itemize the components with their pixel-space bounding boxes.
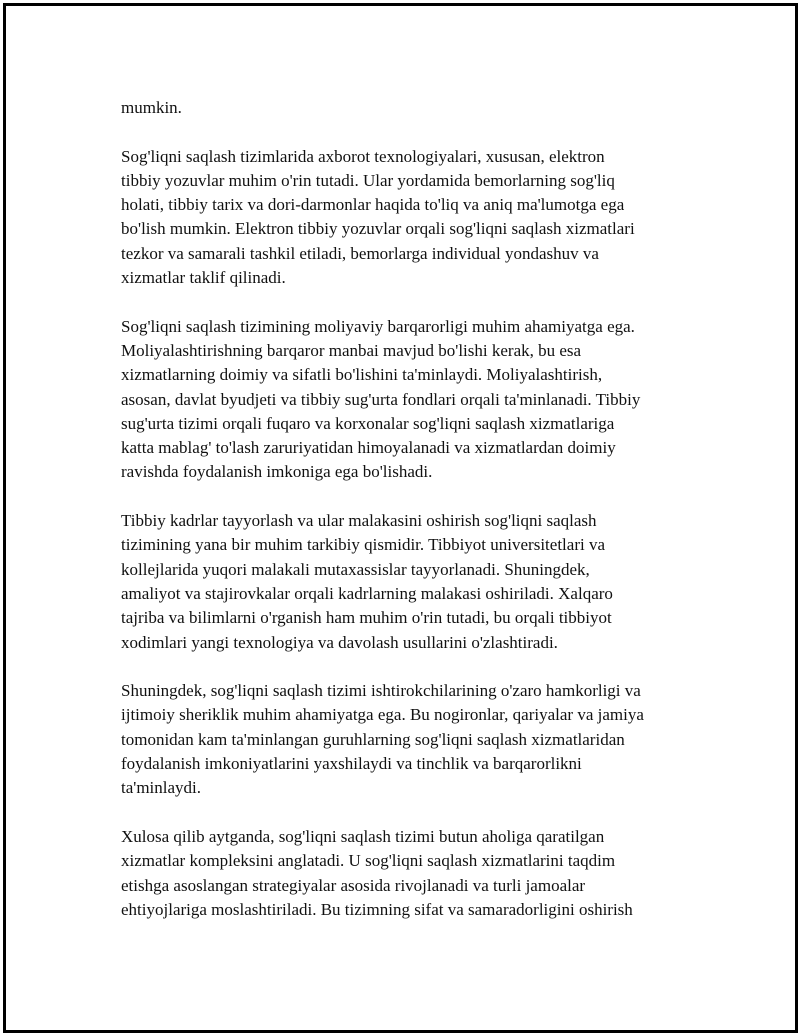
paragraph: [121, 96, 696, 120]
text-line: Shuningdek, sog'liqni saqlash tizimi ishtirokchilarining o'zaro hamkorligi va: [121, 681, 641, 701]
text-line: Sog'liqni saqlash tizimining moliyaviy barqarorligi muhim ahamiyatga ega.: [121, 316, 635, 336]
text-line: holati, tibbiy tarix va dori-darmonlar haqida to'liq va aniq ma'lumotga ega: [121, 195, 625, 215]
text-line: tezkor va samarali tashkil etiladi, bemorlarga individual yondashuv va: [121, 243, 599, 263]
paragraph: [121, 679, 696, 800]
paragraph: [121, 509, 696, 655]
text-line: Xulosa qilib aytganda, sog'liqni saqlash tizimi butun aholiga qaratilgan: [121, 826, 605, 846]
text-line: sug'urta tizimi orqali fuqaro va korxonalar sog'liqni saqlash xizmatlariga: [121, 413, 615, 433]
text-line: foydalanish imkoniyatlarini yaxshilaydi va tinchlik va barqarorlikni: [121, 754, 582, 774]
text-line: xizmatlarning doimiy va sifatli bo'lishini ta'minlaydi. Moliyalashtirish,: [121, 365, 603, 385]
text-line: tizimining yana bir muhim tarkibiy qismidir. Tibbiyot universitetlari va: [121, 535, 605, 555]
text-line: tajriba va bilimlarni o'rganish ham muhim o'rin tutadi, bu orqali tibbiyot: [121, 608, 612, 628]
text-line: ravishda foydalanish imkoniga ega bo'lishadi.: [121, 462, 433, 482]
text-line: Sog'liqni saqlash tizimlarida axborot texnologiyalari, xususan, elektron: [121, 146, 605, 166]
text-line: kollejlarida yuqori malakali mutaxassislar tayyorlanadi. Shuningdek,: [121, 559, 590, 579]
text-line: Moliyalashtirishning barqaror manbai mavjud bo'lishi kerak, bu esa: [121, 340, 582, 360]
text-line: tibbiy yozuvlar muhim o'rin tutadi. Ular yordamida bemorlarning sog'liq: [121, 170, 615, 190]
text-line: asosan, davlat byudjeti va tibbiy sug'urta fondlari orqali ta'minlanadi. Tibbiy: [121, 389, 641, 409]
text-line: tomonidan kam ta'minlangan guruhlarning sog'liqni saqlash xizmatlaridan: [121, 729, 625, 749]
text-line: ijtimoiy sheriklik muhim ahamiyatga ega. Bu nogironlar, qariyalar va jamiya: [121, 705, 644, 725]
text-line: amaliyot va stajirovkalar orqali kadrlarning malakasi oshiriladi. Xalqaro: [121, 583, 613, 603]
text-line: xodimlari yangi texnologiya va davolash usullarini o'zlashtiradi.: [121, 632, 558, 652]
paragraph: [121, 145, 696, 291]
page-frame: [3, 3, 798, 1033]
text-line: xizmatlar taklif qilinadi.: [121, 268, 286, 288]
text-line: ta'minlaydi.: [121, 778, 202, 798]
text-line: bo'lish mumkin. Elektron tibbiy yozuvlar orqali sog'liqni saqlash xizmatlari: [121, 219, 635, 239]
text-line: Tibbiy kadrlar tayyorlash va ular malakasini oshirish sog'liqni saqlash: [121, 511, 597, 531]
text-line: katta mablag' to'lash zaruriyatidan himoyalanadi va xizmatlardan doimiy: [121, 438, 616, 458]
text-line: xizmatlar kompleksini anglatadi. U sog'liqni saqlash xizmatlarini taqdim: [121, 851, 616, 871]
text-line: mumkin.: [121, 98, 182, 117]
text-line: etishga asoslangan strategiyalar asosida rivojlanadi va turli jamoalar: [121, 875, 586, 895]
paragraph: [121, 825, 696, 922]
text-line: ehtiyojlariga moslashtiriladi. Bu tizimning sifat va samaradorligini oshirish: [121, 899, 633, 919]
document-body: [121, 96, 696, 946]
paragraph: [121, 315, 696, 485]
